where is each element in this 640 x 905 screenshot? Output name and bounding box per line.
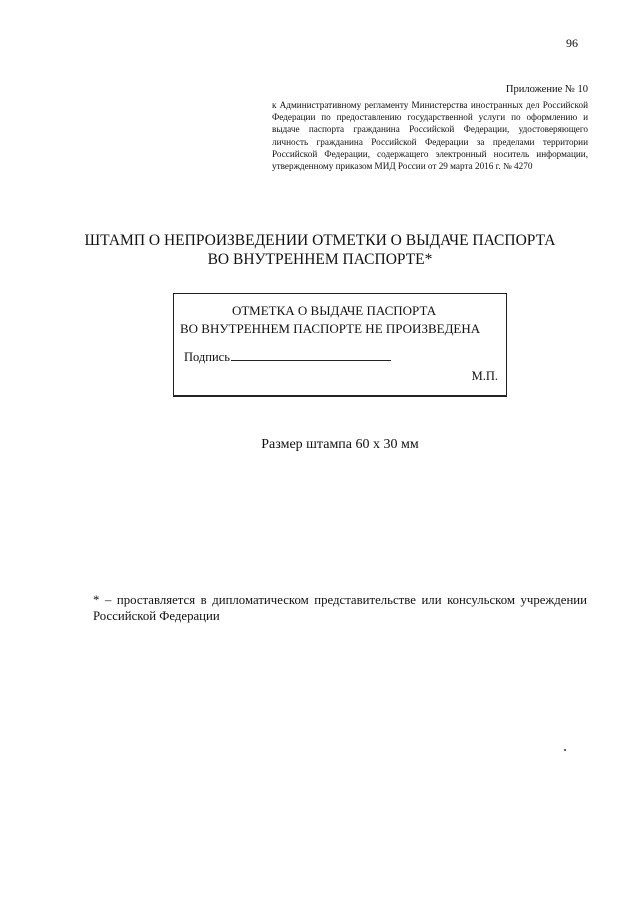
- stamp-text-line-1: ОТМЕТКА О ВЫДАЧЕ ПАСПОРТА: [232, 303, 437, 318]
- signature-blank-line: [231, 350, 391, 361]
- document-title-line-2: ВО ВНУТРЕННЕМ ПАСПОРТЕ*: [207, 251, 433, 268]
- stamp-text-line-2: ВО ВНУТРЕННЕМ ПАСПОРТЕ НЕ ПРОИЗВЕДЕНА: [180, 321, 481, 336]
- appendix-reference-text: к Административному регламенту Министерства иностранных дел Российской Федерации по предоставлению государственной услуги по оформлению и выдаче паспорта гражданина Российской Федерации, удостоверяющего личность гражданина Российской Федерации за пределами территории Российской Федерации, содержащего электронный носитель информации, утвержденному приказом МИД России от 29 марта 2016 г. № 4270: [272, 100, 588, 172]
- stamp-size-caption: Размер штампа 60 х 30 мм: [261, 437, 419, 452]
- signature-label: Подпись: [184, 350, 230, 364]
- document-title-line-1: ШТАМП О НЕПРОИЗВЕДЕНИИ ОТМЕТКИ О ВЫДАЧЕ ПАСПОРТА: [84, 232, 556, 249]
- appendix-title: Приложение № 10: [505, 84, 588, 95]
- signature-row: [184, 350, 391, 365]
- stamp-sample-box: [173, 293, 507, 397]
- document-title: [0, 231, 640, 269]
- footnote: * – проставляется в дипломатическом представительстве или консульском учреждении Российской Федерации: [93, 593, 587, 623]
- seal-label: М.П.: [471, 369, 498, 383]
- page-number: 96: [566, 36, 578, 50]
- scan-artifact-dot: [564, 749, 566, 751]
